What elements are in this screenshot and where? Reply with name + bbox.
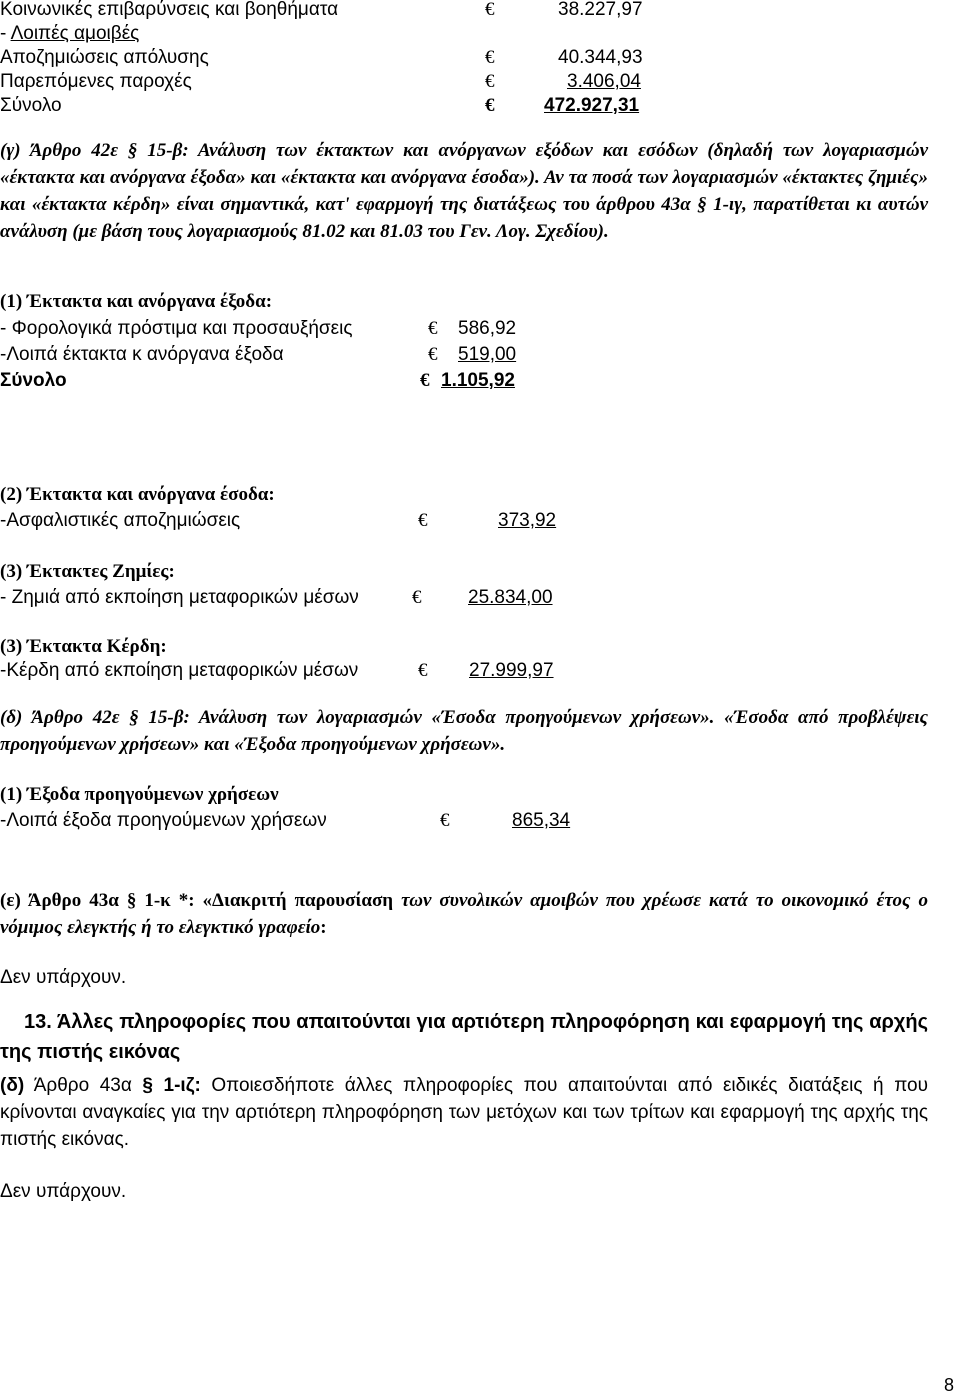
section-sign-icon: §	[126, 890, 137, 911]
text: 1-ιγ, παρατίθεται κι αυτών ανάλυση (με βάση τους λογαριασμούς 81.02 και 81.03 του Γεν. Λογ. Σχεδίου).	[0, 194, 929, 242]
none-statement: Δεν υπάρχουν.	[0, 1181, 127, 1202]
amount: 27.999,97	[469, 660, 554, 681]
heading-extraordinary-expenses: (1) Έκτακτα και ανόργανα έξοδα:	[0, 291, 273, 312]
euro-symbol: €	[485, 71, 495, 92]
row-severance	[0, 46, 209, 70]
heading-extraordinary-losses: (3) Έκτακτες Ζημίες:	[0, 561, 175, 582]
heading-prior-year-expenses: (1) Έξοδα προηγούμενων χρήσεων	[0, 784, 279, 805]
euro-symbol: €	[428, 318, 438, 339]
label: Παρεπόμενες παροχές	[0, 71, 192, 92]
section-sign-icon: §	[697, 194, 707, 215]
text: των συνολικών αμοιβών που χρέωσε κατά το οικονομικό έτος ο νόμιμος ελεγκτής ή το ελεγκτικό γραφείο	[0, 890, 928, 938]
row-insurance-compensation: -Ασφαλιστικές αποζημιώσεις	[0, 510, 241, 531]
row-tax-penalties: - Φορολογικά πρόστιμα και προσαυξήσεις	[0, 318, 353, 339]
amount: 472.927,31	[544, 95, 640, 116]
row-fringe-benefits	[0, 70, 192, 94]
label: Σύνολο	[0, 95, 62, 116]
euro-symbol: €	[418, 660, 428, 681]
euro-symbol: €	[485, 95, 495, 116]
section-13d-paragraph	[0, 1072, 928, 1153]
label: Λοιπές αμοιβές	[10, 23, 140, 44]
text: :	[320, 917, 327, 938]
amount: 1.105,92	[441, 370, 515, 391]
text: 1-κ *: «	[136, 890, 213, 911]
amount: 25.834,00	[468, 587, 553, 608]
row-other-prior-year-expenses: -Λοιπά έξοδα προηγούμενων χρήσεων	[0, 810, 327, 831]
intro: (δ)	[0, 1075, 25, 1096]
text: Άρθρο 43α	[24, 1075, 143, 1096]
row-total-expenses: Σύνολο	[0, 370, 67, 391]
section-c-paragraph	[0, 137, 928, 245]
euro-symbol: €	[485, 47, 495, 68]
amount: 586,92	[458, 318, 517, 339]
heading-extraordinary-income: (2) Έκτακτα και ανόργανα έσοδα:	[0, 484, 275, 505]
euro-symbol: €	[420, 370, 430, 391]
text: Οποιεσδήποτε άλλες πληροφορίες που απαιτούνται από ειδικές διατάξεις ή που κρίνονται αναγκαίες για την αρτιότερη πληροφόρηση των μετόχων και των τρίτων και εφαρμογή της αρχής της πιστής εικόνας.	[0, 1075, 928, 1150]
none-statement: Δεν υπάρχουν.	[0, 967, 127, 988]
section-d-paragraph	[0, 704, 928, 758]
label: Κοινωνικές επιβαρύνσεις και βοηθήματα	[0, 0, 339, 20]
amount: 865,34	[512, 810, 571, 831]
intro: (γ) Άρθρο 42ε	[0, 140, 128, 161]
intro: (ε) Άρθρο 43α	[0, 890, 127, 911]
page-number: 8	[943, 1375, 954, 1395]
row-social-charges	[0, 0, 338, 22]
section-title: Άλλες πληροφορίες που απαιτούνται για αρτιότερη πληροφόρηση και εφαρμογή της αρχής της πιστής εικόνας	[0, 1011, 928, 1063]
section-e-paragraph	[0, 887, 928, 941]
section-13-heading	[0, 1007, 928, 1067]
label: Αποζημιώσεις απόλυσης	[0, 47, 209, 68]
heading-extraordinary-gains: (3) Έκτακτα Κέρδη:	[0, 636, 167, 657]
row-gain-vehicle-disposal: -Κέρδη από εκποίηση μεταφορικών μέσων	[0, 660, 359, 681]
intro: (δ) Άρθρο 42ε	[0, 707, 130, 728]
section-sign-icon: §	[127, 140, 138, 161]
text: Διακριτή παρουσίαση	[212, 890, 394, 911]
amount: 40.344,93	[558, 47, 643, 68]
label-prefix: -	[0, 23, 11, 44]
row-other-extraordinary-expenses: -Λοιπά έκτακτα κ ανόργανα έξοδα	[0, 344, 284, 365]
amount: 3.406,04	[567, 71, 641, 92]
row-other-fees	[0, 22, 139, 46]
text: 1-ιζ:	[152, 1075, 201, 1096]
amount: 519,00	[458, 344, 517, 365]
section-sign-icon: §	[129, 707, 139, 728]
section-sign-icon: §	[142, 1075, 153, 1096]
row-total	[0, 94, 62, 118]
euro-symbol: €	[485, 0, 495, 20]
text: 15-β: Ανάλυση των έκτακτων και ανόργανων εξόδων και εσόδων (δηλαδή των λογαριασμών «έκτακτα και ανόργανα έξοδα» και «έκτακτα και ανόργανα έσοδα»). Αν τα ποσά των λογαριασμών «έκτακτες ζημιές» και «έκτακτα κέρδη» είναι σημαντικά, κατ' εφαρμογή της διατάξεως του άρθρου 43α	[0, 140, 929, 215]
euro-symbol: €	[440, 810, 450, 831]
amount: 38.227,97	[558, 0, 643, 20]
euro-symbol: €	[428, 344, 438, 365]
section-number: 13.	[24, 1011, 52, 1033]
euro-symbol: €	[418, 510, 428, 531]
euro-symbol: €	[412, 587, 422, 608]
amount: 373,92	[498, 510, 557, 531]
row-loss-vehicle-disposal: - Ζημιά από εκποίηση μεταφορικών μέσων	[0, 587, 359, 608]
text: 15-β: Ανάλυση των λογαριασμών «Έσοδα προηγούμενων χρήσεων». «Έσοδα από προβλέψεις προηγούμενων χρήσεων» και «Έξοδα προηγούμενων χρήσεων».	[0, 707, 928, 755]
